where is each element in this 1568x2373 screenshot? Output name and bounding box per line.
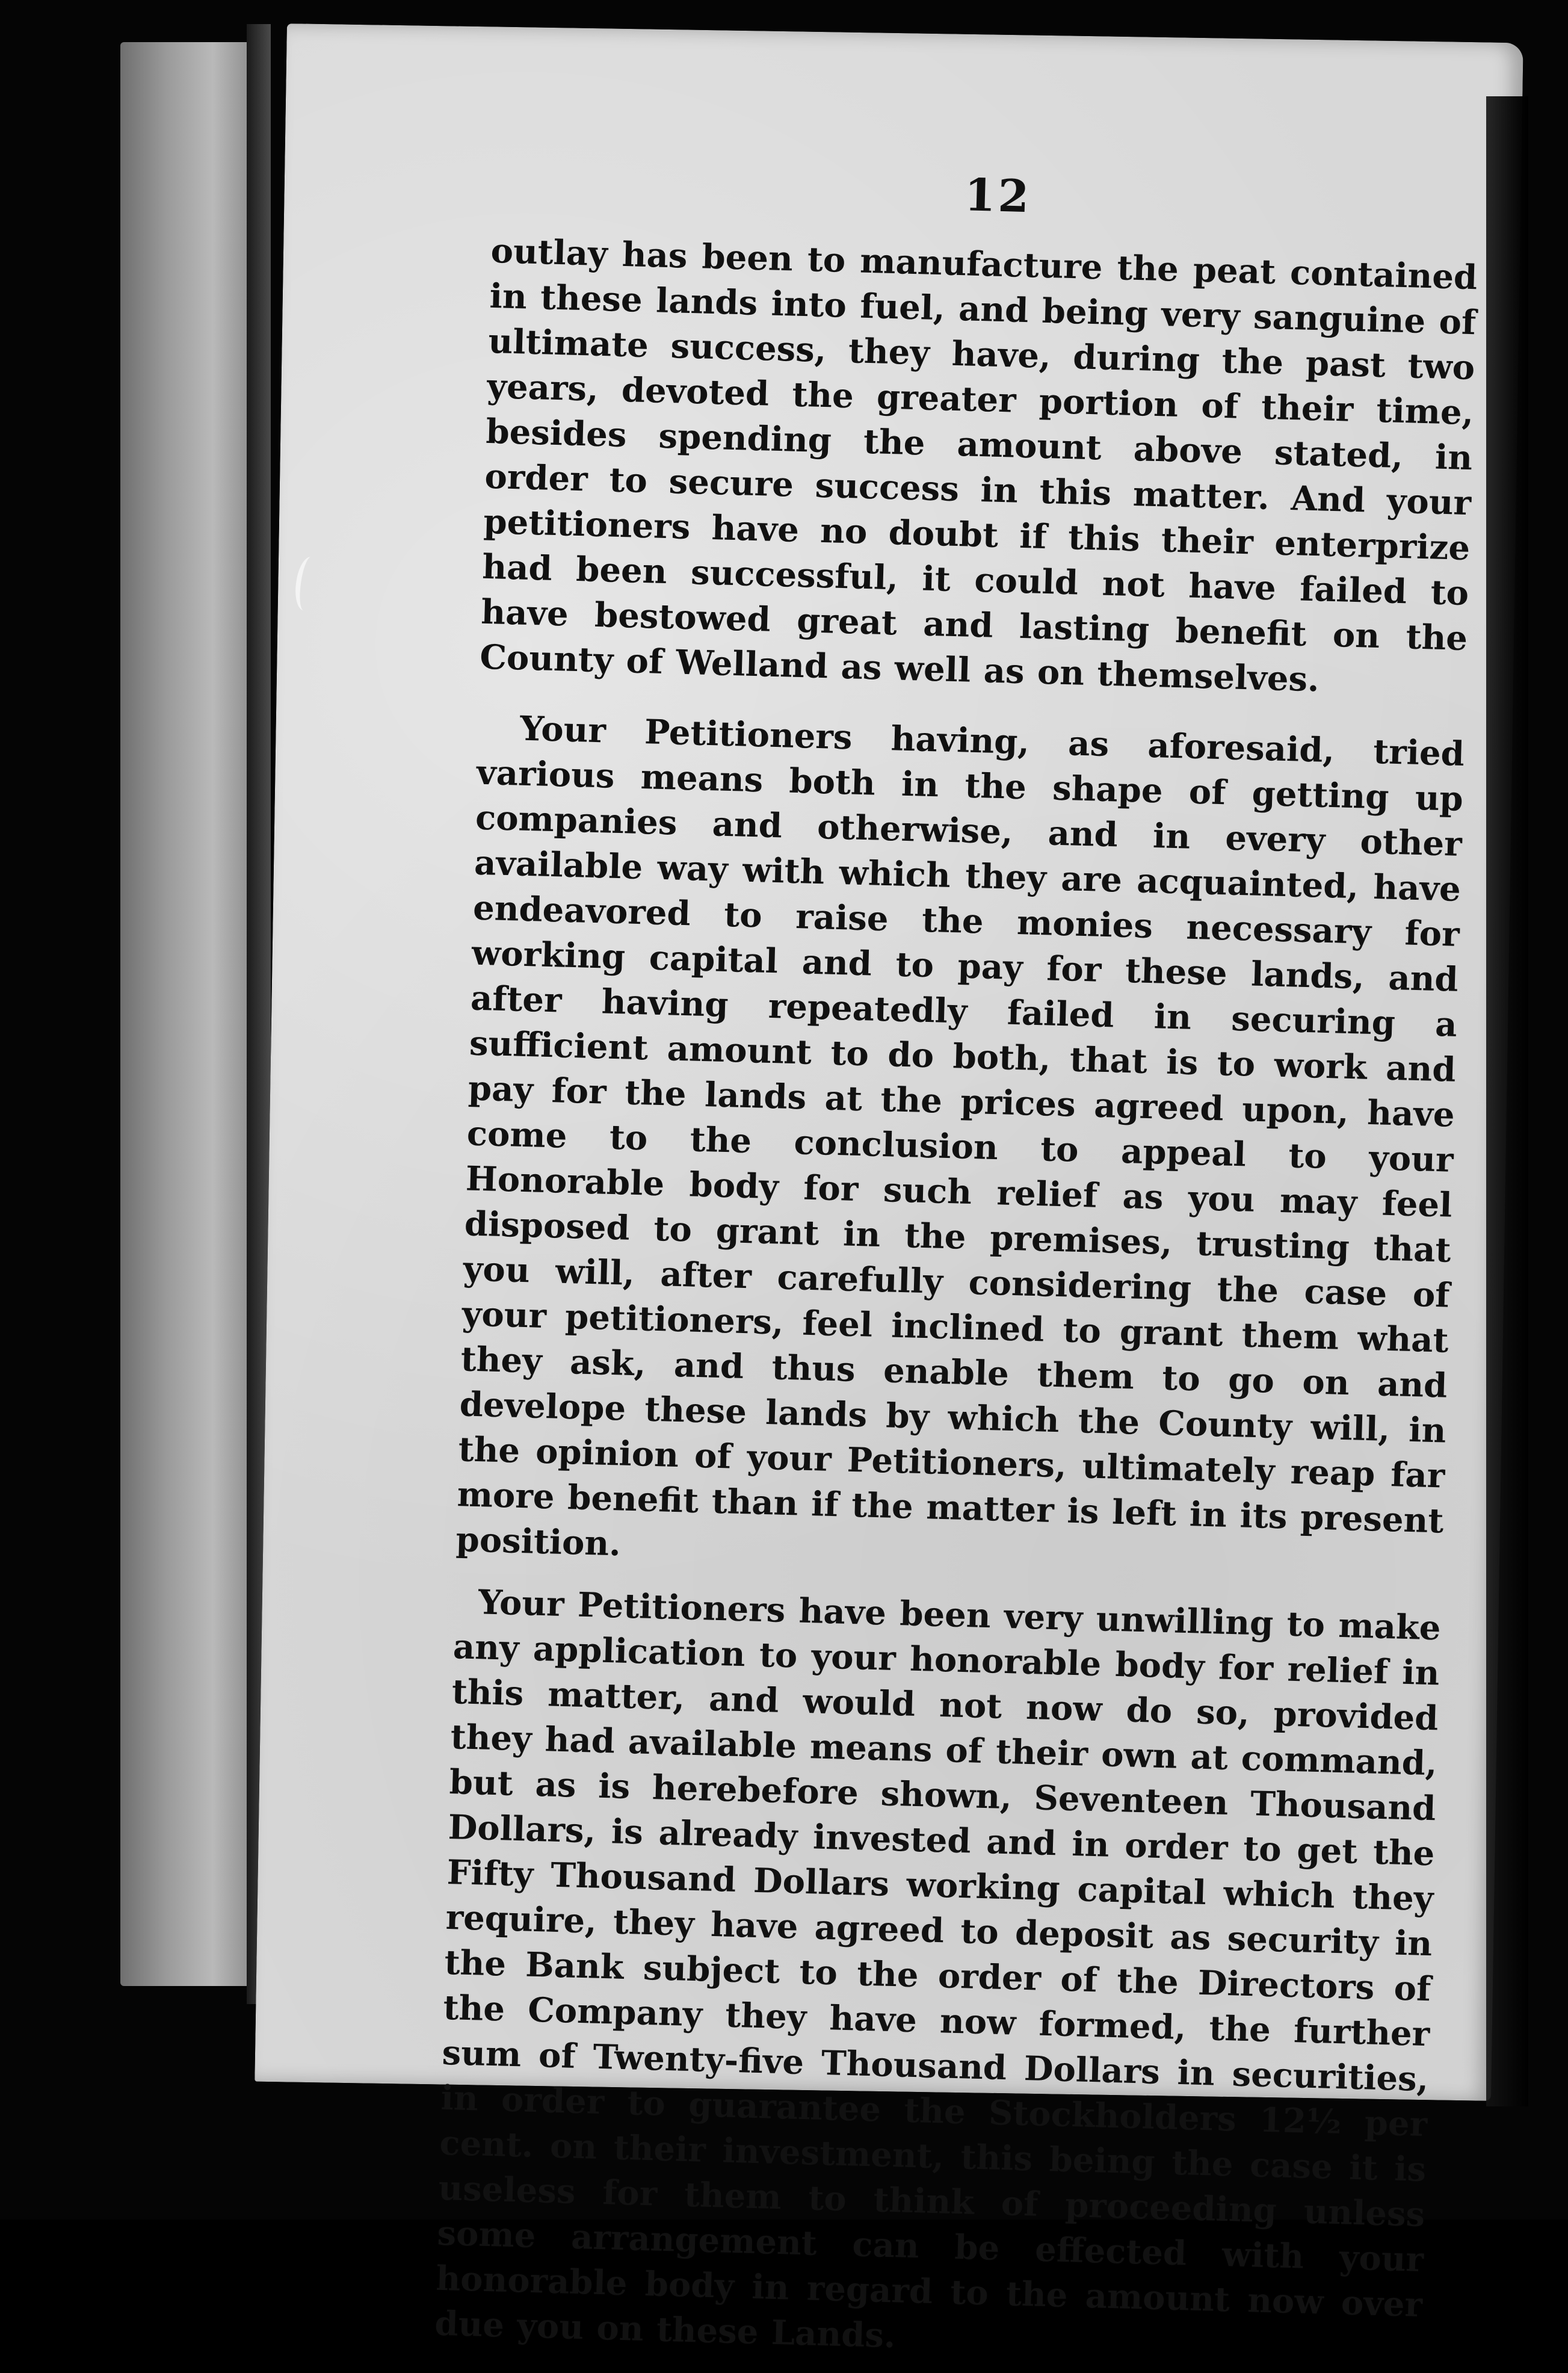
paragraph-3: Your Petitioners have been very unwilling to make any application to your honorable body for relief in this matter, and would not now do so, provided they had available means of their own at command, but as is herebefore shown, Seventeen Thousand Dollars, is already invested and in order to get the Fifty Thousand Dollars working capital which they require, they have agreed to deposit as security in the Bank subject to the order of the Directors of the Company they have now formed, the further sum of Twenty-five Thousand Dollars in securities, in order to guarantee the Stockholders 12½ per cent. on their investment, this being the case it is useless for them to think of proceeding unless some arrangement can be effected with your honorable body in regard to the amount now over due you on these Lands.	[434, 1582, 1442, 2356]
page-edge-shadow	[1486, 96, 1528, 2106]
paragraph-2: Your Petitioners having, as aforesaid, tried various means both in the shape of getting up companies and otherwise, and in every other available way with which they are acquainted, have endeavored to raise the monies necessary for working capital and to pay for these lands, and after having repeatedly failed in securing a sufficient amount to do both, that is to work and pay for the lands at the prices agreed upon, have come to the conclusion to appeal to your Honorable body for such relief as you may feel disposed to grant in the premises, trusting that you will, after carefully considering the case of your petitioners, feel inclined to grant them what they ask, and thus enable them to go on and develope these lands by which the County will, in the opinion of your Petitioners, ultimately reap far more benefit than if the matter is left in its present position.	[455, 708, 1465, 1564]
page-number: 12	[963, 169, 1032, 223]
page-text-block	[434, 156, 1480, 2373]
book-binding-edge	[120, 42, 253, 1986]
paragraph-1: outlay has been to manufacture the peat contained in these lands into fuel, and being very sanguine of ultimate success, they have, during the past two years, devoted the greater portion of their time, besides spending the amount above stated, in order to secure success in this matter. And your petitioners have no doubt if this their enterprize had been successful, it could not have failed to have bestowed great and lasting benefit on the County of Welland as well as on themselves.	[479, 230, 1478, 700]
